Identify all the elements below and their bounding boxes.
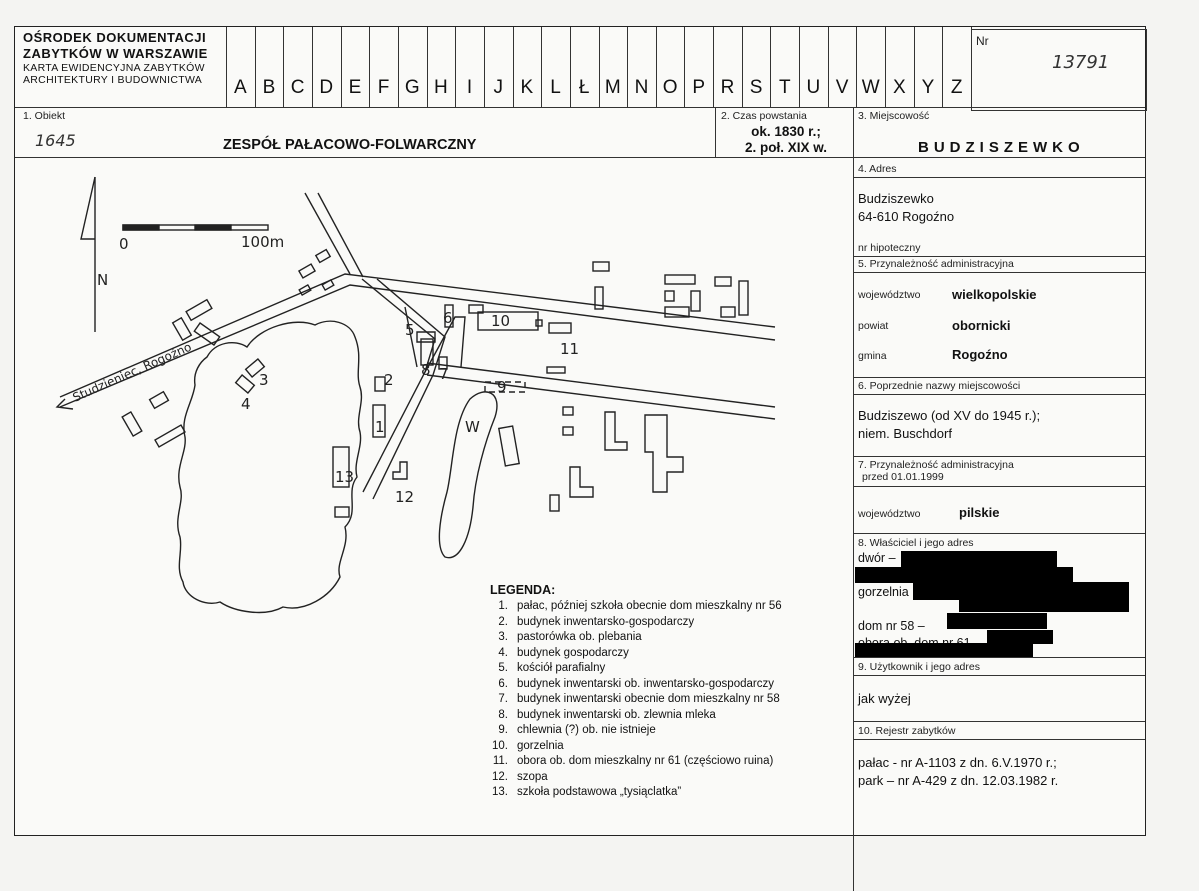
building (536, 320, 542, 326)
building (691, 291, 700, 311)
legend-item-text: szopa (517, 770, 548, 783)
map-label-7: 7 (439, 365, 449, 383)
header-line3: KARTA EWIDENCYJNA ZABYTKÓW (23, 62, 205, 74)
map-label-3: 3 (259, 371, 269, 389)
legend-item-number: 1. (498, 600, 508, 612)
building (645, 415, 683, 492)
legend-item (480, 677, 850, 693)
legend-item-number: 7. (498, 693, 508, 705)
legend-item (480, 599, 850, 615)
building (499, 426, 519, 466)
road-north-1 (305, 193, 350, 274)
przed-woj-value: pilskie (959, 505, 1000, 520)
przed-label2: przed 01.01.1999 (862, 471, 944, 483)
czas-value (721, 124, 851, 156)
building (316, 250, 330, 263)
letter-cell: N (634, 77, 649, 98)
map-label-1: 1 (375, 418, 385, 436)
road-south-2 (373, 279, 445, 499)
park-boundary (178, 321, 362, 612)
przed-woj-label: województwo (858, 508, 921, 520)
letter-cell: P (692, 77, 706, 98)
hipoteczny-label: nr hipoteczny (858, 242, 921, 254)
rejestr-line2: park – nr A-429 z dn. 12.03.1982 r. (858, 773, 1059, 788)
wl-dom58: dom nr 58 – (858, 619, 925, 633)
woj-value: wielkopolskie (952, 287, 1037, 302)
letter-cell: Z (950, 77, 963, 98)
przed-label1: 7. Przynależność administracyjna (858, 459, 1014, 471)
woj-label: województwo (858, 289, 921, 301)
road-east-lower (427, 375, 775, 419)
legend-item-text: budynek inwentarski obecnie dom mieszkalny nr 58 (517, 693, 780, 705)
building (715, 277, 731, 286)
map-label-10: 10 (491, 312, 511, 330)
legend-item-number: 4. (498, 646, 508, 659)
redaction (987, 630, 1053, 644)
legend-item-number: 11. (492, 755, 508, 767)
north-label: N (97, 271, 109, 289)
letter-cell: T (778, 77, 791, 98)
legend-item (480, 723, 850, 739)
legend-item-number: 5. (498, 662, 508, 674)
legend-item-number: 9. (498, 724, 508, 736)
legend-item-text: budynek inwentarsko-gospodarczy (517, 615, 695, 628)
letter-cell: J (493, 77, 503, 98)
road-label: Studzieniec, Rogoźno (70, 339, 194, 405)
letter-cell: H (434, 77, 448, 98)
powiat-value: obornicki (952, 318, 1011, 333)
legend-item-text: gorzelnia (517, 739, 564, 752)
letter-cell: V (835, 77, 849, 98)
czas-line2: 2. poł. XIX w. (744, 140, 827, 155)
czas-label: 2. Czas powstania (721, 110, 807, 122)
building-4 (236, 375, 255, 393)
letter-cell: B (262, 77, 276, 98)
road-arrow (57, 399, 73, 409)
nr-box (971, 29, 1147, 111)
building (570, 467, 593, 497)
przynaleznosc-przed-label (858, 459, 1014, 483)
legend-item-text: budynek gospodarczy (517, 646, 629, 659)
building (550, 495, 559, 511)
building (547, 367, 565, 373)
poprzednie-value (858, 407, 1040, 443)
header-line2: ZABYTKÓW W WARSZAWIE (23, 46, 208, 61)
letter-cell: W (861, 77, 880, 98)
building (563, 407, 573, 415)
building (322, 280, 334, 290)
poprzednie-line1: Budziszewo (od XV do 1945 r.); (858, 408, 1041, 423)
legend-item-number: 12. (492, 770, 508, 783)
building (122, 412, 142, 436)
letter-cell: L (550, 77, 561, 98)
building (186, 300, 212, 321)
building (593, 262, 609, 271)
legend-item (480, 770, 850, 786)
legend-item-number: 8. (498, 708, 508, 721)
pond (439, 392, 497, 558)
letter-cell: Y (921, 77, 935, 98)
letter-cell: O (662, 77, 678, 98)
legend-title: LEGENDA: (490, 583, 556, 597)
legend-item (480, 692, 850, 708)
letter-cell: I (466, 77, 473, 98)
gmina-label: gmina (858, 350, 887, 362)
legend-item-text: budynek inwentarski ob. inwentarsko-gospodarczy (517, 677, 774, 690)
wlasciciel-label: 8. Właściciel i jego adres (858, 537, 974, 549)
rejestr-label: 10. Rejestr zabytków (858, 725, 956, 737)
map-label-9: 9 (497, 378, 507, 396)
adres-line2: 64-610 Rogoźno (858, 209, 955, 224)
adres-label: 4. Adres (858, 163, 897, 175)
scale-end-label: 100m (241, 233, 285, 251)
map-label-5: 5 (405, 321, 415, 339)
uzytkownik-label: 9. Użytkownik i jego adres (858, 661, 980, 673)
map-label-12: 12 (395, 488, 415, 506)
record-card (14, 26, 1146, 836)
building (173, 318, 192, 340)
nr-value: 13791 (1052, 52, 1110, 73)
letter-cell: S (749, 77, 763, 98)
obiekt-value: ZESPÓŁ PAŁACOWO-FOLWARCZNY (223, 137, 477, 153)
letter-cell: G (404, 77, 420, 98)
adres-line1: Budziszewko (858, 191, 934, 206)
site-map (15, 157, 853, 627)
legend-item-number: 10. (492, 739, 508, 752)
legend-item (480, 785, 850, 801)
rejestr-line1: pałac - nr A-1103 z dn. 6.V.1970 r.; (858, 755, 1057, 770)
letter-cell: R (720, 77, 735, 98)
header-line4: ARCHITEKTURY I BUDOWNICTWA (23, 74, 203, 86)
scale-start-label: 0 (119, 235, 129, 253)
letter-cell: C (290, 77, 305, 98)
nr-label: Nr (976, 34, 989, 48)
wl-dwor: dwór – (858, 551, 896, 565)
legend-item (480, 754, 850, 770)
przynaleznosc-label: 5. Przynależność administracyjna (858, 258, 1014, 270)
letter-cell: X (893, 77, 906, 98)
legend-item-text: chlewnia (?) ob. nie istnieje (517, 724, 656, 736)
map-label-4: 4 (241, 395, 251, 413)
legend-item-text: kościół parafialny (517, 662, 606, 674)
legend-item-text: pałac, później szkoła obecnie dom mieszkalny nr 56 (517, 600, 782, 612)
letter-cell: K (520, 77, 534, 98)
map-label-2: 2 (384, 371, 394, 389)
header-line1: OŚRODEK DOKUMENTACJI (23, 30, 207, 45)
building (665, 275, 695, 284)
road-east-upper (427, 363, 775, 407)
obiekt-label: 1. Obiekt (23, 110, 66, 122)
legend-item (480, 661, 850, 677)
letter-cell: M (604, 77, 621, 98)
legend-item (480, 615, 850, 631)
legend-item (480, 646, 850, 662)
gmina-value: Rogoźno (952, 347, 1008, 362)
letter-cell: D (319, 77, 334, 98)
institution-header (23, 30, 229, 86)
letter-cell: F (377, 77, 390, 98)
poprzednie-line2: niem. Buschdorf (858, 426, 952, 441)
road-north-2 (318, 193, 363, 277)
czas-line1: ok. 1830 r.; (751, 124, 821, 139)
letter-cell: Ł (578, 77, 590, 98)
map-label-8: 8 (421, 361, 431, 379)
miejscowosc-label: 3. Miejscowość (858, 110, 930, 122)
legend-item-number: 6. (498, 677, 508, 690)
building (665, 291, 674, 301)
legend-item-text: obora ob. dom mieszkalny nr 61 (częściowo ruina) (517, 755, 774, 767)
poprzednie-label: 6. Poprzednie nazwy miejscowości (858, 380, 1021, 392)
legend-item-number: 13. (492, 786, 508, 798)
building (563, 427, 573, 435)
powiat-label: powiat (858, 320, 889, 332)
obiekt-handwritten: 1645 (35, 131, 76, 150)
building (150, 392, 169, 409)
north-arrow-head (81, 177, 95, 239)
redaction (855, 643, 1033, 657)
road-main-lower (60, 285, 775, 407)
map-label-11: 11 (560, 340, 580, 358)
legend-item-number: 2. (498, 615, 508, 628)
legend-item (480, 708, 850, 724)
legend-item-number: 3. (498, 631, 508, 643)
building (721, 307, 735, 317)
building (335, 507, 349, 517)
miejscowosc-value: BUDZISZEWKO (918, 139, 1085, 156)
building-11 (549, 323, 571, 333)
letter-cell: A (233, 77, 247, 98)
adres-value (858, 190, 954, 226)
letter-cell: E (348, 77, 362, 98)
legend-item-text: pastorówka ob. plebania (517, 631, 642, 643)
map-label-6: 6 (443, 309, 453, 327)
legend-item (480, 739, 850, 755)
building (739, 281, 748, 315)
letter-cell: U (806, 77, 821, 98)
building (299, 264, 315, 278)
legend-item (480, 630, 850, 646)
rejestr-value (858, 754, 1058, 790)
legend-item-text: szkoła podstawowa „tysiąclatka” (517, 786, 682, 798)
wl-gorzelnia: gorzelnia (858, 585, 909, 599)
road-south-1 (362, 279, 435, 492)
building (605, 412, 627, 450)
legend-list (480, 599, 850, 801)
building (155, 425, 185, 447)
map-label-13: 13 (335, 468, 355, 486)
legend-item-text: budynek inwentarski ob. zlewnia mleka (517, 708, 716, 721)
map-label-w: W (465, 418, 480, 436)
uzytkownik-value: jak wyżej (858, 691, 911, 706)
redaction (855, 567, 1073, 583)
redaction (947, 613, 1047, 629)
building-12 (393, 462, 407, 479)
redaction (959, 598, 1129, 612)
